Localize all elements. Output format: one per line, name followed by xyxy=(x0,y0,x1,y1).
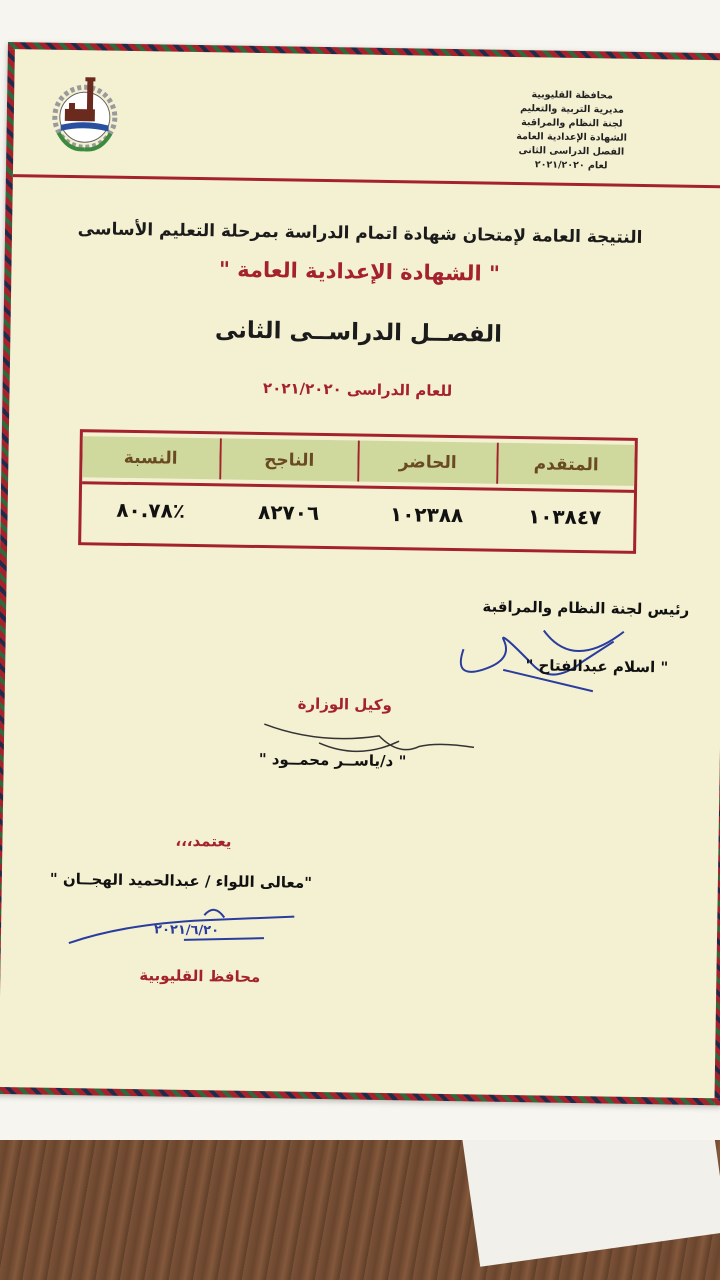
header-line-directorate: مديرية التربية والتعليم xyxy=(520,103,624,116)
value-applicants: ١٠٣٨٤٧ xyxy=(527,504,602,530)
table-header-row xyxy=(82,432,635,493)
governor-title: محافظ القليوبية xyxy=(139,966,261,987)
header-percentage: النسبة xyxy=(82,436,219,479)
committee-head-name: " اسلام عبدالفتاح " xyxy=(525,656,669,677)
certificate-title: " الشهادة الإعدادية العامة " xyxy=(218,257,501,286)
header-line-year: لعام ٢٠٢١/٢٠٢٠ xyxy=(534,159,608,172)
committee-head-title: رئيس لجنة النظام والمراقبة xyxy=(482,597,690,619)
certificate-page xyxy=(0,42,720,1105)
issuer-header xyxy=(461,87,682,174)
header-line-term: الفصل الدراسى الثانى xyxy=(518,145,625,158)
header-line-committee: لجنة النظام والمراقبة xyxy=(521,117,623,130)
governorate-logo-icon xyxy=(48,73,121,156)
value-passed: ٨٢٧٠٦ xyxy=(257,499,320,525)
main-title: النتيجة العامة لإمتحان شهادة اتمام الدراسة بمرحلة التعليم الأساسى xyxy=(77,219,643,248)
header-line-certificate: الشهادة الإعدادية العامة xyxy=(516,130,627,144)
header-passed: الناجح xyxy=(219,438,358,481)
approval-date: ٢٠٢١/٦/٢٠ xyxy=(153,922,220,939)
deputy-minister-title: وكيل الوزارة xyxy=(297,694,393,715)
header-applicants: المتقدم xyxy=(496,443,635,486)
term-title: الفصــل الدراســى الثانى xyxy=(214,317,503,348)
approval-label: يعتمد،،، xyxy=(175,831,232,851)
deputy-minister-name: " د/ياســر محمــود " xyxy=(258,750,407,771)
results-table xyxy=(78,429,638,554)
approver-name: "معالى اللواء / عبدالحميد الهجــان " xyxy=(49,869,313,892)
header-attendees: الحاضر xyxy=(357,441,496,484)
value-attendees: ١٠٢٣٨٨ xyxy=(389,502,464,528)
committee-head-signature-icon xyxy=(443,609,644,702)
academic-year: للعام الدراسى ٢٠٢١/٢٠٢٠ xyxy=(262,379,453,401)
table-row xyxy=(81,484,634,543)
value-percentage: ٪٨٠.٧٨ xyxy=(116,497,186,523)
header-line-governorate: محافظة القليوبية xyxy=(531,89,614,102)
